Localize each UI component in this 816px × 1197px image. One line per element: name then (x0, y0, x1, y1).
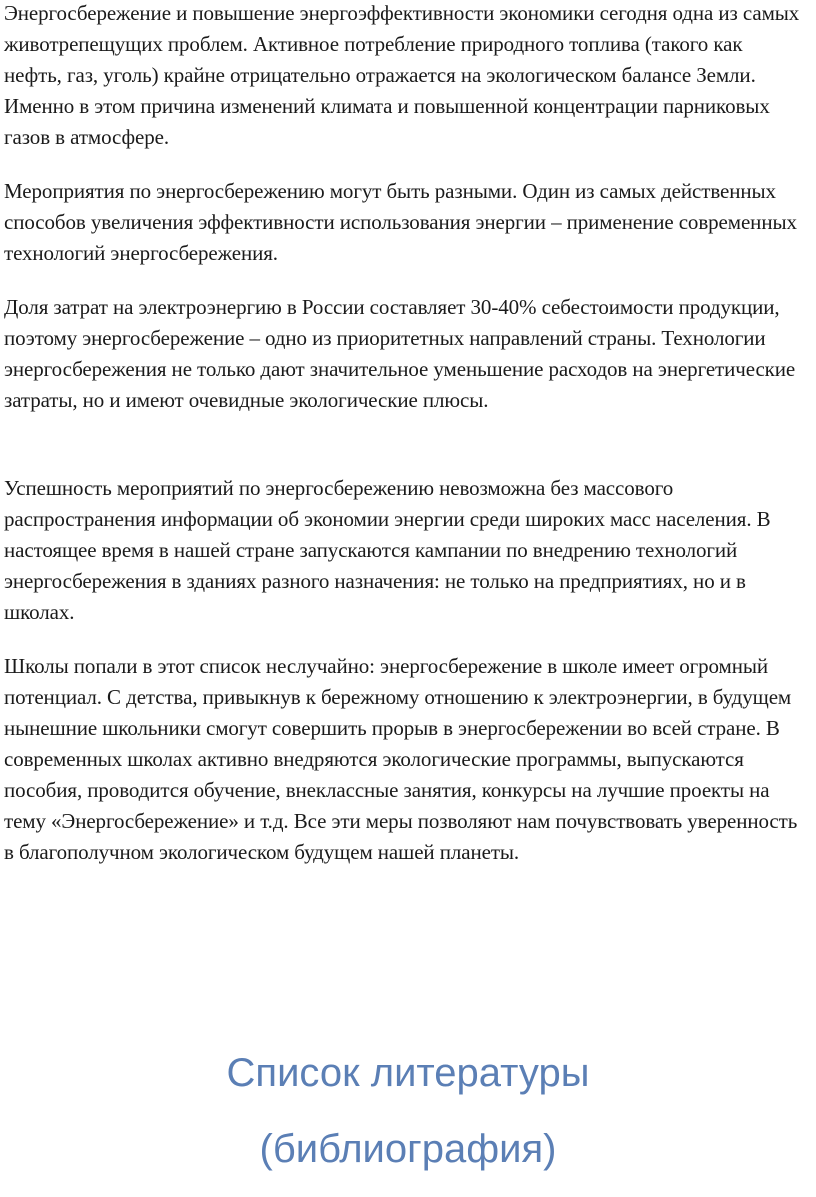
bibliography-heading-line2: (библиография) (259, 1127, 557, 1171)
paragraph-measures: Мероприятия по энергосбережению могут быть разными. Один из самых действенных способов увеличения эффективности использования энергии – применение современных технологий энергосбережения. (4, 179, 797, 265)
paragraph-schools: Школы попали в этот список неслучайно: энергосбережение в школе имеет огромный потенциал. С детства, привыкнув к бережному отношению к электроэнергии, в будущем нынешние школьники смогут совершить прорыв в энергосбережении во всей стране. В современных школах активно внедряются экологические программы, выпускаются пособия, проводится обучение, внеклассные занятия, конкурсы на лучшие проекты на тему «Энергосбережение» и т.д. Все эти меры позволяют нам почувствовать уверенность в благополучном экологическом будущем нашей планеты. (4, 654, 798, 864)
bibliography-heading-line1: Список литературы (226, 1051, 590, 1095)
paragraph-intro: Энергосбережение и повышение энергоэффективности экономики сегодня одна из самых животрепещущих проблем. Активное потребление природного топлива (такого как нефть, газ, уголь) крайне отрицательно отражается на экологическом балансе Земли. Именно в этом причина изменений климата и повышенной концентрации парниковых газов в атмосфере. (4, 1, 800, 149)
paragraph-costs: Доля затрат на электроэнергию в России составляет 30-40% себестоимости продукции, поэтому энергосбережение – одно из приоритетных направлений страны. Технологии энергосбережения не только дают значительное уменьшение расходов на энергетические затраты, но и имеют очевидные экологические плюсы. (4, 295, 796, 412)
paragraph-success: Успешность мероприятий по энергосбережению невозможна без массового распространения информации об экономии энергии среди широких масс населения. В настоящее время в нашей стране запускаются кампании по внедрению технологий энергосбережения в зданиях разного назначения: не только на предприятиях, но и в школах. (4, 476, 771, 624)
